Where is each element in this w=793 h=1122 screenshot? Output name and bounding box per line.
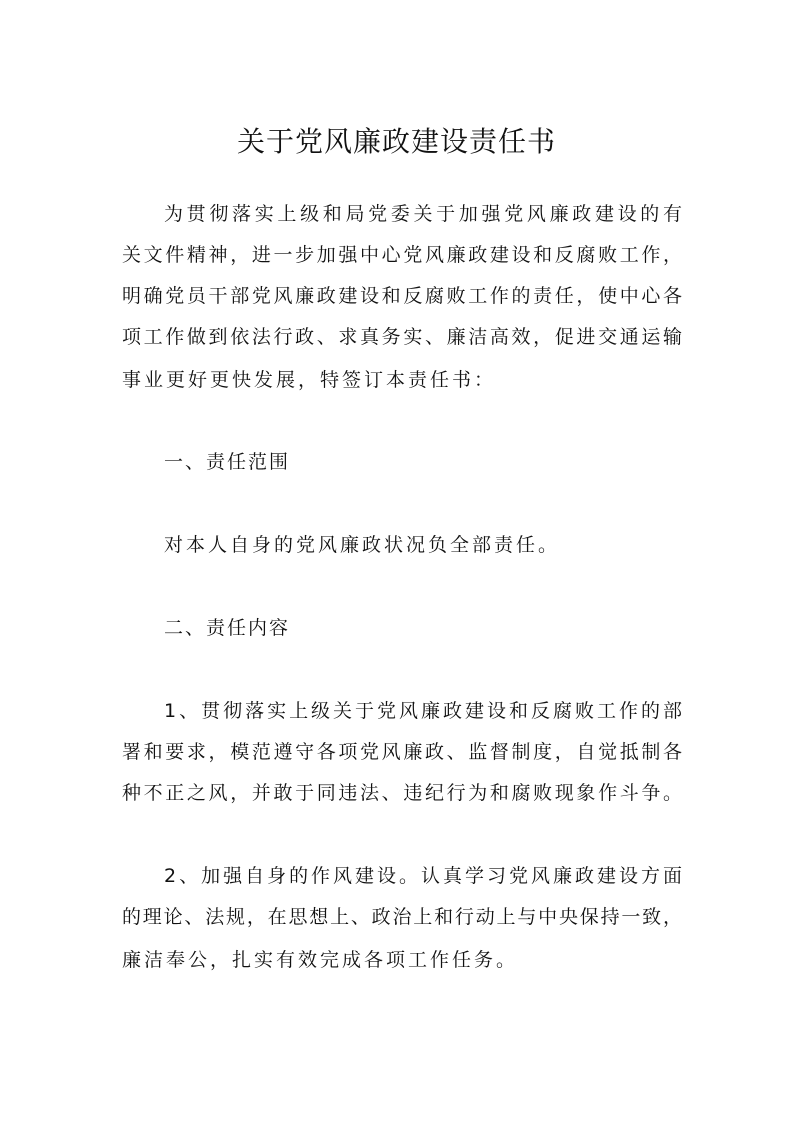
section-heading: 一、责任范围	[164, 451, 291, 473]
section-text: 对本人自身的党风廉政状况负全部责任。	[164, 534, 561, 556]
paragraph-line: 署和要求，模范遵守各项党风廉政、监督制度，自觉抵制各	[122, 741, 682, 763]
paragraph-line: 关文件精神，进一步加强中心党风廉政建设和反腐败工作，	[122, 244, 682, 266]
paragraph-line: 2、加强自身的作风建设。认真学习党风廉政建设方面	[164, 865, 682, 887]
paragraph-line: 的理论、法规，在思想上、政治上和行动上与中央保持一致，	[122, 906, 682, 928]
paragraph-line: 1、贯彻落实上级关于党风廉政建设和反腐败工作的部	[164, 700, 682, 722]
paragraph-line: 事业更好更快发展，特签订本责任书：	[122, 369, 497, 391]
document-title: 关于党风廉政建设责任书	[236, 125, 556, 158]
section-heading: 二、责任内容	[164, 617, 291, 639]
paragraph-line: 廉洁奉公，扎实有效完成各项工作任务。	[122, 949, 519, 971]
paragraph-line: 为贯彻落实上级和局党委关于加强党风廉政建设的有	[164, 203, 682, 225]
paragraph-line: 项工作做到依法行政、求真务实、廉洁高效，促进交通运输	[122, 326, 682, 348]
paragraph-line: 种不正之风，并敢于同违法、违纪行为和腐败现象作斗争。	[122, 782, 682, 804]
paragraph-line: 明确党员干部党风廉政建设和反腐败工作的责任，使中心各	[122, 285, 682, 307]
